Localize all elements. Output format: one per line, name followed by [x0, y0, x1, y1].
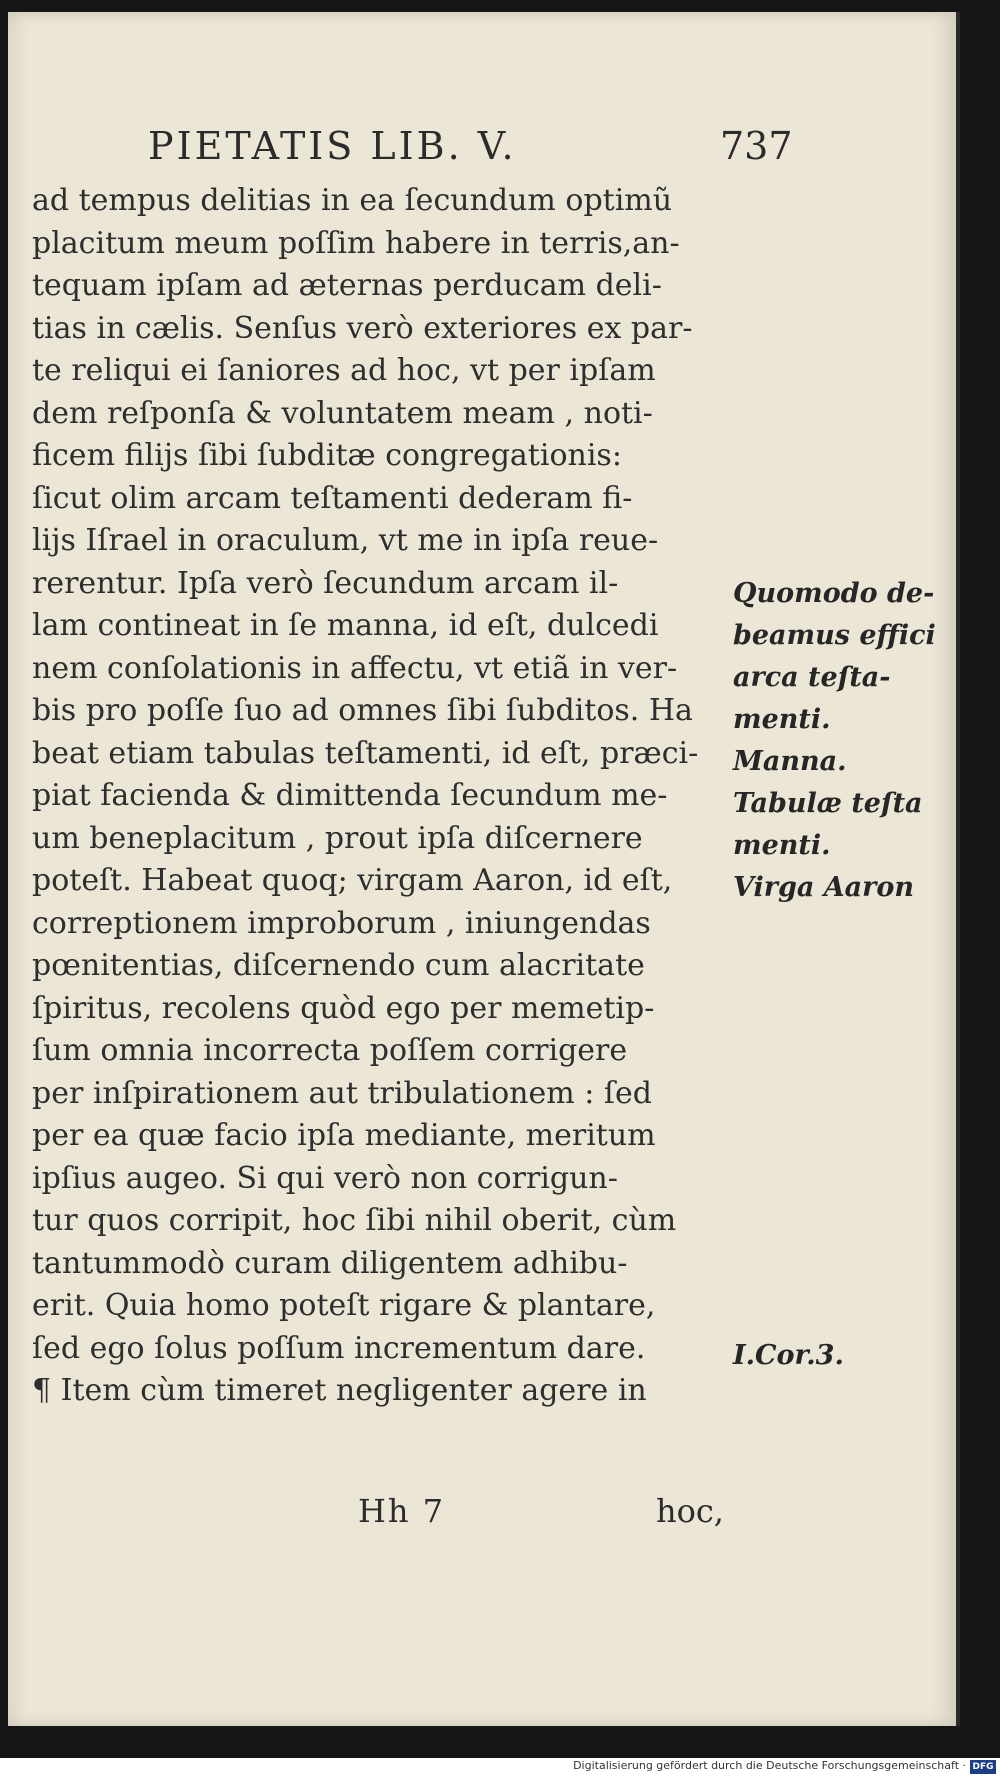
- text-line: tequam ipſam ad æternas perducam deli-: [32, 268, 662, 303]
- text-line: dem reſponſa & voluntatem meam , noti-: [32, 395, 653, 431]
- book-page: [8, 12, 960, 1726]
- text-line: poteſt. Habeat quoq; virgam Aaron, id eſt,: [32, 863, 673, 898]
- text-line: ſicut olim arcam teſtamenti dederam fi-: [32, 480, 633, 516]
- text-line: lam contineat in ſe manna, id eſt, dulcedi: [32, 608, 659, 643]
- text-line: erit. Quia homo poteſt rigare & plantare,: [32, 1288, 656, 1323]
- text-line: bis pro poſſe ſuo ad omnes ſibi ſubditos. Ha: [32, 693, 693, 728]
- text-line: correptionem improborum , iniungendas: [32, 905, 651, 941]
- text-line: placitum meum poſſim habere in terris,an-: [32, 225, 680, 261]
- digitization-notice: Digitalisierung gefördert durch die Deutsche Forschungsgemeinschaft ·: [573, 1759, 966, 1772]
- text-line: lijs Iſrael in oraculum, vt me in ipſa reue-: [32, 523, 659, 558]
- text-line: tias in cælis. Senſus verò exteriores ex par-: [32, 310, 693, 346]
- text-line: ¶ Item cùm timeret negligenter agere in: [32, 1373, 647, 1408]
- text-line: ſum omnia incorrecta poſſem corrigere: [32, 1033, 628, 1068]
- margin-note: Quomodo de-: [733, 578, 935, 609]
- page-number: 737: [720, 124, 793, 168]
- margin-note: arca teſta-: [733, 662, 891, 693]
- margin-note: I.Cor.3.: [733, 1340, 844, 1371]
- signature-mark: Hh 7: [358, 1492, 446, 1530]
- text-line: ad tempus delitias in ea ſecundum optimũ: [32, 183, 673, 218]
- catchword: hoc,: [656, 1492, 724, 1530]
- text-line: te reliqui ei ſaniores ad hoc, vt per ipſam: [32, 353, 656, 388]
- text-line: piat facienda & dimittenda ſecundum me-: [32, 778, 668, 813]
- running-title: PIETATIS LIB. V.: [148, 124, 517, 168]
- text-line: ſed ego ſolus poſſum incrementum dare.: [32, 1330, 646, 1366]
- text-line: tantummodò curam diligentem adhibu-: [32, 1245, 628, 1281]
- text-line: per inſpirationem aut tribulationem : ſed: [32, 1075, 652, 1111]
- text-line: ipſius augeo. Si qui verò non corrigun-: [32, 1160, 618, 1196]
- margin-note: beamus effici: [733, 620, 936, 651]
- margin-note: menti.: [733, 830, 831, 861]
- text-line: beat etiam tabulas teſtamenti, id eſt, præci-: [32, 735, 699, 771]
- text-line: nem conſolationis in affectu, vt etiã in ver-: [32, 650, 678, 686]
- text-line: rerentur. Ipſa verò ſecundum arcam il-: [32, 565, 619, 601]
- text-line: per ea quæ facio ipſa mediante, meritum: [32, 1118, 656, 1153]
- margin-note: Manna.: [733, 746, 847, 777]
- text-line: ſpiritus, recolens quòd ego per memetip-: [32, 990, 655, 1026]
- text-line: um beneplacitum , prout ipſa diſcernere: [32, 820, 643, 856]
- margin-note: Tabulæ teſta: [733, 788, 923, 819]
- dfg-logo: DFG: [970, 1760, 996, 1774]
- text-line: ficem filijs ſibi ſubditæ congregationis:: [32, 438, 622, 473]
- text-line: tur quos corripit, hoc ſibi nihil oberit, cùm: [32, 1203, 677, 1238]
- margin-note: menti.: [733, 704, 831, 735]
- margin-note: Virga Aaron: [733, 872, 915, 903]
- body-text: [32, 180, 732, 1413]
- text-line: pœnitentias, diſcernendo cum alacritate: [32, 948, 645, 983]
